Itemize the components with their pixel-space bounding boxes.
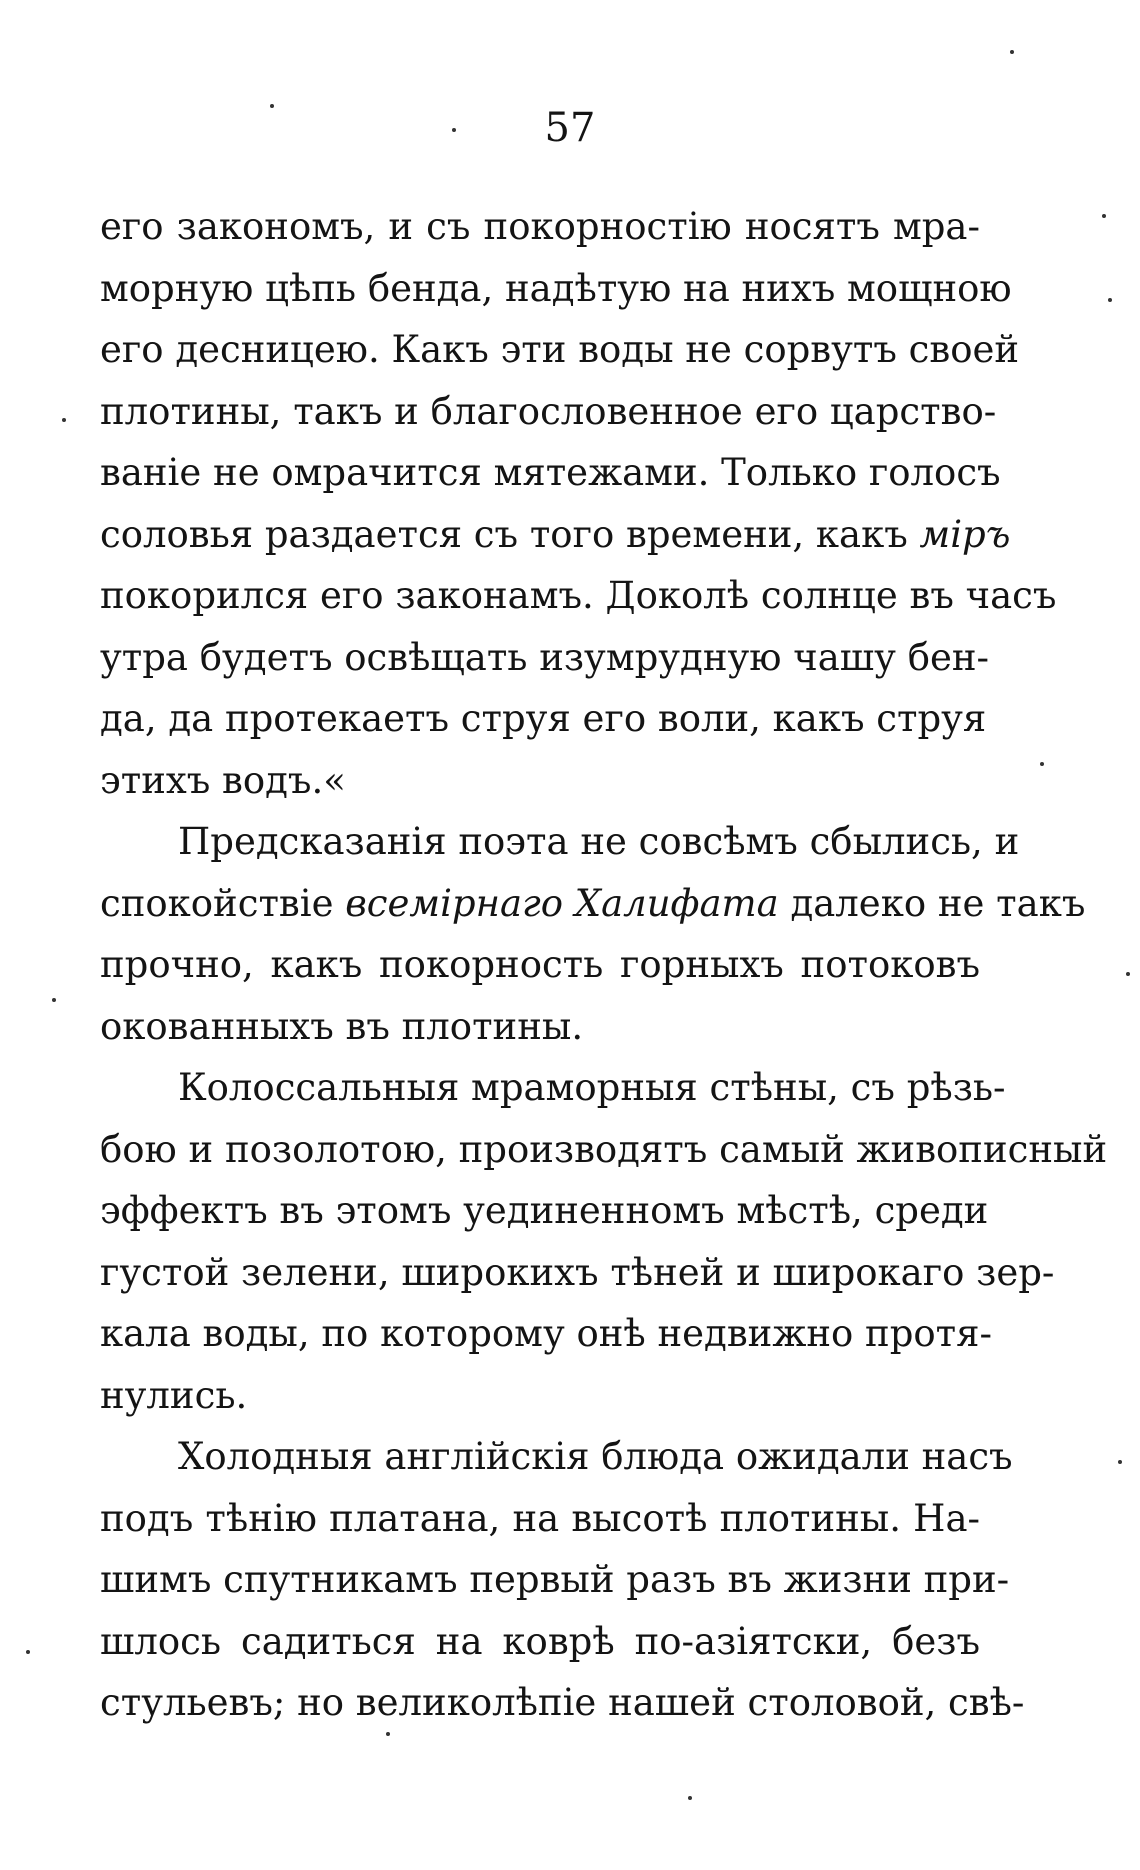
scan-speck: [386, 1732, 390, 1736]
text-line-start: соловья раздается съ того времени, какъ: [100, 512, 920, 556]
paragraph-2: [100, 811, 1086, 1057]
text-line: его закономъ, и съ покорностію носятъ мра-: [100, 205, 980, 248]
scan-speck: [1102, 214, 1106, 218]
paragraph-1: [100, 196, 1057, 811]
paragraph-4: [100, 1426, 1025, 1734]
text-line: Колоссальныя мраморныя стѣны, съ рѣзь-: [178, 1066, 1006, 1109]
text-line: морную цѣпь бенда, надѣтую на нихъ мощною: [100, 266, 1012, 310]
text-line: этихъ водъ.«: [100, 758, 346, 802]
body-text: [100, 196, 1108, 1734]
text-line: [100, 873, 1086, 935]
text-line-start: спокойствіе: [100, 881, 346, 925]
scan-speck: [1108, 298, 1112, 302]
paragraph-3: [100, 1057, 1108, 1426]
text-line: кала воды, по которому онѣ недвижно протя-: [100, 1312, 992, 1355]
scan-speck: [1010, 50, 1014, 54]
scan-speck: [26, 1650, 30, 1654]
text-line: окованныхъ въ плотины.: [100, 1004, 584, 1048]
text-line: покорился его законамъ. Доколѣ солнце въ часъ: [100, 574, 1057, 617]
scan-speck: [688, 1796, 692, 1800]
page-number: 57: [544, 105, 596, 151]
scan-speck: [1126, 972, 1130, 976]
text-line: его десницею. Какъ эти воды не сорвутъ своей: [100, 328, 1020, 371]
text-line: шлось садиться на коврѣ по-азіятски, безъ: [100, 1619, 980, 1663]
text-line: да, да протекаетъ струя его воли, какъ струя: [100, 697, 987, 740]
text-line-end: далеко не такъ: [778, 881, 1086, 925]
scan-speck: [1040, 762, 1044, 766]
text-line: ваніе не омрачится мятежами. Только голосъ: [100, 451, 1001, 494]
text-line: нулись.: [100, 1373, 248, 1417]
italic-word: міръ: [919, 512, 1011, 556]
scan-speck: [62, 418, 66, 422]
scan-speck: [270, 104, 274, 108]
text-line: Предсказанія поэта не совсѣмъ сбылись, и: [178, 820, 1020, 863]
scan-speck: [452, 128, 456, 132]
text-line: подъ тѣнію платана, на высотѣ плотины. На-: [100, 1496, 980, 1540]
italic-phrase: всемірнаго Халифата: [345, 881, 779, 925]
scan-speck: [52, 998, 56, 1002]
text-line: [100, 504, 1011, 566]
text-line: бою и позолотою, производятъ самый живописный: [100, 1127, 1108, 1171]
text-line: утра будетъ освѣщать изумрудную чашу бен-: [100, 635, 990, 679]
scan-speck: [1118, 1460, 1122, 1464]
text-line: стульевъ; но великолѣпіе нашей столовой, свѣ-: [100, 1681, 1025, 1724]
text-line: эффектъ въ этомъ уединенномъ мѣстѣ, среди: [100, 1189, 989, 1232]
text-line: Холодныя англійскія блюда ожидали насъ: [178, 1435, 1013, 1478]
text-line: прочно, какъ покорность горныхъ потоковъ: [100, 943, 980, 986]
text-line: густой зелени, широкихъ тѣней и широкаго зер-: [100, 1250, 1055, 1294]
text-line: плотины, такъ и благословенное его царство-: [100, 389, 997, 433]
text-line: шимъ спутникамъ первый разъ въ жизни при-: [100, 1558, 1010, 1601]
